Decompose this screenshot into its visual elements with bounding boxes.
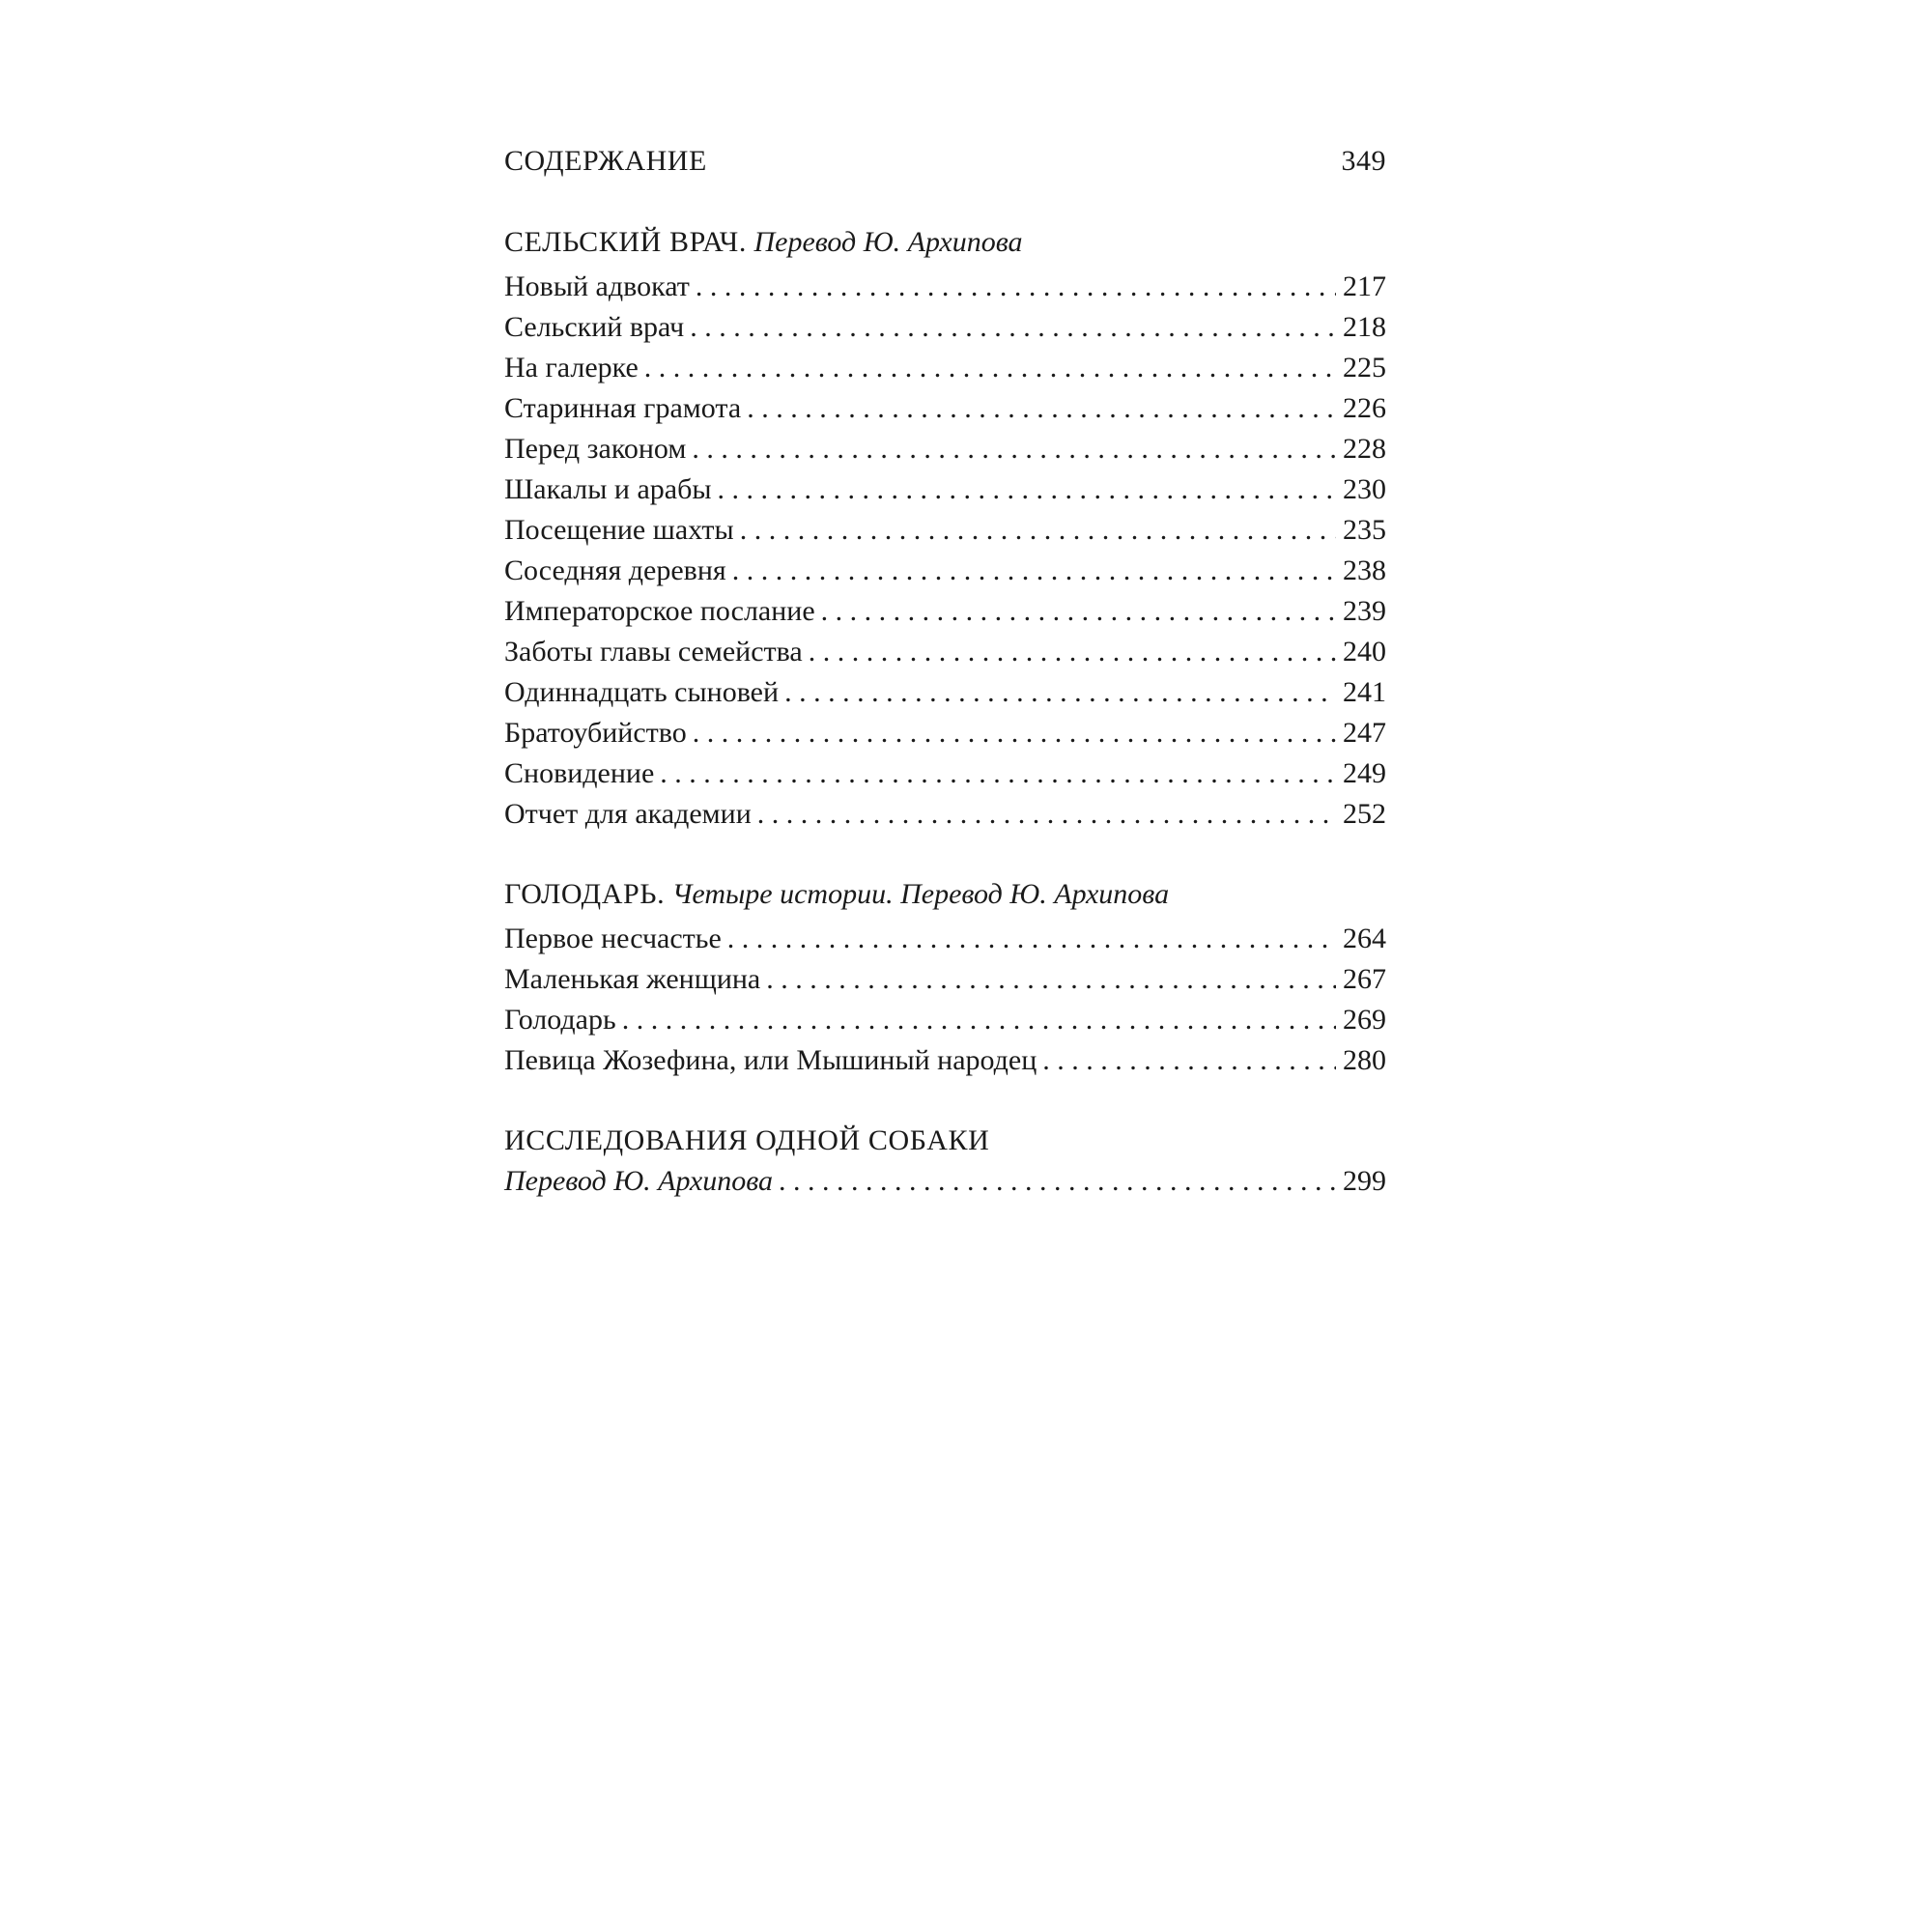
- toc-entry-title: На галерке: [504, 352, 639, 384]
- toc-entry-page: 218: [1343, 311, 1386, 343]
- toc-entry-page: 228: [1343, 433, 1386, 465]
- toc-entry-title: Певица Жозефина, или Мышиный народец: [504, 1044, 1037, 1076]
- dot-leader: [766, 959, 1336, 1000]
- toc-entry[interactable]: [504, 510, 1386, 551]
- toc-entry[interactable]: [504, 267, 1386, 307]
- section-heading-subtitle: Четыре истории. Перевод Ю. Архипова: [671, 878, 1170, 910]
- section-heading: [504, 222, 1386, 263]
- toc-entry-page: 280: [1343, 1044, 1386, 1076]
- toc-entry[interactable]: [504, 591, 1386, 632]
- toc-entry-page: 249: [1343, 757, 1386, 789]
- section-heading-translator: Перевод Ю. Архипова: [753, 226, 1023, 258]
- toc-entry-title: Перед законом: [504, 433, 687, 465]
- toc-entry[interactable]: [504, 713, 1386, 753]
- section-heading-caps: ГОЛОДАРЬ.: [504, 878, 666, 910]
- dot-leader: [690, 307, 1336, 348]
- toc-entry-page: 225: [1343, 352, 1386, 384]
- toc-entry[interactable]: [504, 1000, 1386, 1040]
- toc-entry[interactable]: [504, 919, 1386, 959]
- toc-entry-page: 247: [1343, 717, 1386, 749]
- toc-entry-title: Сновидение: [504, 757, 655, 789]
- toc-entry-title: Первое несчастье: [504, 923, 722, 954]
- toc-entry[interactable]: [504, 959, 1386, 1000]
- toc-entry-title: Маленькая женщина: [504, 963, 761, 995]
- toc-entry-title: Голодарь: [504, 1004, 616, 1036]
- running-head-title: СОДЕРЖАНИЕ: [504, 145, 707, 177]
- section-heading-caps: ИССЛЕДОВАНИЯ ОДНОЙ СОБАКИ: [504, 1124, 990, 1156]
- toc-entry-page: 238: [1343, 554, 1386, 586]
- toc-entry-page: 241: [1343, 676, 1386, 708]
- toc-entry-title: Перевод Ю. Архипова: [504, 1165, 774, 1197]
- toc-entry[interactable]: [504, 429, 1386, 469]
- toc-entry-page: 252: [1343, 798, 1386, 830]
- toc-entry[interactable]: [504, 348, 1386, 388]
- toc-entry[interactable]: [504, 672, 1386, 713]
- toc-section-country-doctor: [504, 222, 1386, 835]
- toc-entry-title: Старинная грамота: [504, 392, 742, 424]
- toc-entry-title: Отчет для академии: [504, 798, 752, 830]
- running-head-page-number: 349: [1341, 145, 1386, 177]
- toc-entry[interactable]: [504, 1161, 1386, 1202]
- toc-entry[interactable]: [504, 551, 1386, 591]
- dot-leader: [740, 510, 1336, 551]
- toc-entry-title: Новый адвокат: [504, 270, 690, 302]
- toc-entry[interactable]: [504, 469, 1386, 510]
- dot-leader: [644, 348, 1336, 388]
- running-head: [504, 145, 1386, 178]
- toc-entry-page: 240: [1343, 636, 1386, 668]
- dot-leader: [696, 267, 1336, 307]
- toc-entry-page: 299: [1343, 1165, 1386, 1197]
- section-heading: [504, 874, 1386, 915]
- toc-entry-title: Сельский врач: [504, 311, 685, 343]
- toc-entry[interactable]: [504, 794, 1386, 835]
- dot-leader: [747, 388, 1336, 429]
- toc-entry-page: 226: [1343, 392, 1386, 424]
- toc-entry-title: Шакалы и арабы: [504, 473, 712, 505]
- toc-entry-page: 267: [1343, 963, 1386, 995]
- dot-leader: [784, 672, 1336, 713]
- dot-leader: [622, 1000, 1336, 1040]
- dot-leader: [1042, 1040, 1336, 1081]
- toc-entry[interactable]: [504, 388, 1386, 429]
- dot-leader: [660, 753, 1336, 794]
- toc-entry-page: 264: [1343, 923, 1386, 954]
- dot-leader: [718, 469, 1336, 510]
- toc-entry[interactable]: [504, 753, 1386, 794]
- toc-entry-page: 230: [1343, 473, 1386, 505]
- section-heading: [504, 1121, 1386, 1161]
- toc-entry-title: Заботы главы семейства: [504, 636, 803, 668]
- toc-entry-title: Посещение шахты: [504, 514, 734, 546]
- toc-entry-title: Братоубийство: [504, 717, 687, 749]
- dot-leader: [732, 551, 1336, 591]
- toc-entry[interactable]: [504, 632, 1386, 672]
- dot-leader: [693, 713, 1336, 753]
- toc-entry-title: Соседняя деревня: [504, 554, 726, 586]
- toc-entry[interactable]: [504, 307, 1386, 348]
- toc-entry-title: Императорское послание: [504, 595, 815, 627]
- toc-section-dog-investigations: [504, 1121, 1386, 1202]
- toc-entry-page: 235: [1343, 514, 1386, 546]
- dot-leader: [779, 1161, 1336, 1202]
- dot-leader: [692, 429, 1336, 469]
- toc-entry-page: 269: [1343, 1004, 1386, 1036]
- toc-entry-title: Одиннадцать сыновей: [504, 676, 780, 708]
- toc-entry[interactable]: [504, 1040, 1386, 1081]
- toc-entry-page: 217: [1343, 270, 1386, 302]
- dot-leader: [821, 591, 1336, 632]
- toc-entry-page: 239: [1343, 595, 1386, 627]
- dot-leader: [757, 794, 1336, 835]
- section-heading-caps: СЕЛЬСКИЙ ВРАЧ.: [504, 226, 747, 258]
- dot-leader: [809, 632, 1336, 672]
- toc-section-hunger-artist: [504, 874, 1386, 1081]
- dot-leader: [727, 919, 1336, 959]
